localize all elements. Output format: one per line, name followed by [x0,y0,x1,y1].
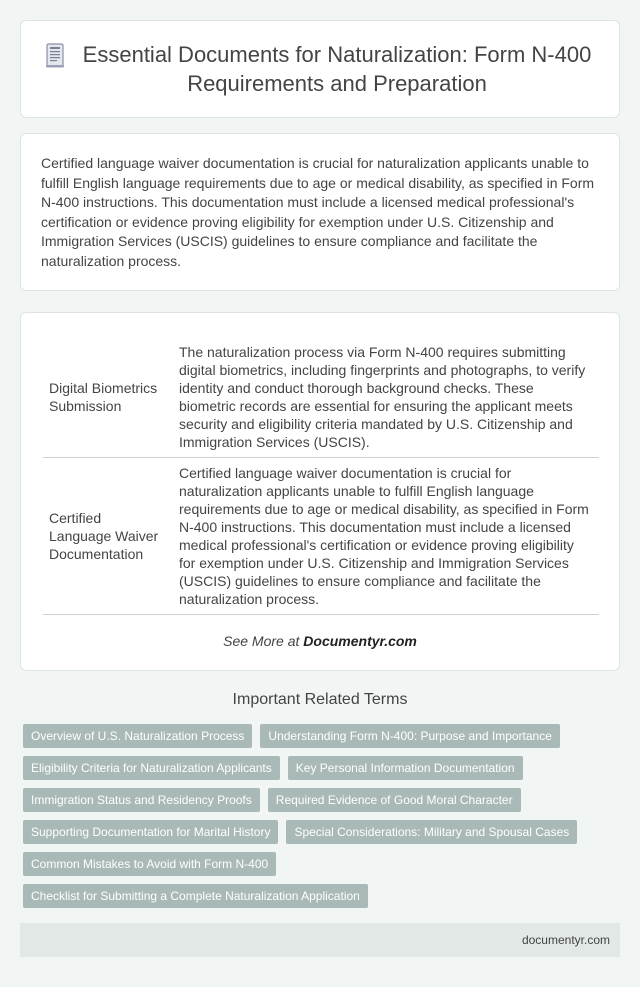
row-value: The naturalization process via Form N-400 requires submitting digital biometrics, including fingerprints and photographs, to verify identity and conduct thorough background checks. These biometric records are essential for ensuring the applicant meets security and eligibility criteria mandated by U.S. Citizenship and Immigration Services (USCIS). [179,344,586,450]
related-tag[interactable]: Required Evidence of Good Moral Character [268,788,521,812]
row-label: Digital Biometrics Submission [49,380,158,414]
details-table [43,337,599,615]
related-tag[interactable]: Key Personal Information Documentation [288,756,523,780]
title-card [20,20,620,118]
see-more-site[interactable]: Documentyr.com [303,633,417,649]
related-tag[interactable]: Overview of U.S. Naturalization Process [23,724,252,748]
summary-card [20,133,620,291]
related-tag[interactable]: Checklist for Submitting a Complete Naturalization Application [23,884,368,908]
row-label: Certified Language Waiver Documentation [49,510,159,562]
related-terms-heading: Important Related Terms [232,691,408,708]
see-more-link[interactable] [21,633,619,649]
footer [20,923,620,957]
related-tag[interactable]: Eligibility Criteria for Naturalization Applicants [23,756,280,780]
summary-text: Certified language waiver documentation is crucial for naturalization applicants unable to fulfill English language requirements due to age or medical disability, as specified in Form N-400 instructions. This documentation must include a licensed medical professional's certification or evidence proving eligibility for exemption under U.S. Citizenship and Immigration Services (USCIS) guidelines to ensure compliance and facilitate the naturalization process. [41,155,595,269]
related-tag[interactable]: Supporting Documentation for Marital History [23,820,278,844]
table-row [43,458,599,615]
related-tag[interactable]: Immigration Status and Residency Proofs [23,788,260,812]
related-tags [23,724,623,916]
related-tag[interactable]: Common Mistakes to Avoid with Form N-400 [23,852,276,876]
details-card [20,312,620,671]
see-more-prefix: See More at [223,633,304,649]
title-wrap [21,40,619,98]
related-tag[interactable]: Special Considerations: Military and Spousal Cases [286,820,577,844]
page-title: Essential Documents for Naturalization: Form N-400 Requirements and Preparation [82,42,592,96]
table-row [43,337,599,458]
related-tag[interactable]: Understanding Form N-400: Purpose and Importance [260,724,559,748]
document-icon [45,43,67,69]
footer-site[interactable]: documentyr.com [521,933,610,947]
row-value: Certified language waiver documentation is crucial for naturalization applicants unable to fulfill English language requirements due to age or medical disability, as specified in Form N-400 instructions. This documentation must include a licensed medical professional's certification or evidence proving eligibility for exemption under U.S. Citizenship and Immigration Services (USCIS) guidelines to ensure compliance and facilitate the naturalization process. [179,465,589,607]
